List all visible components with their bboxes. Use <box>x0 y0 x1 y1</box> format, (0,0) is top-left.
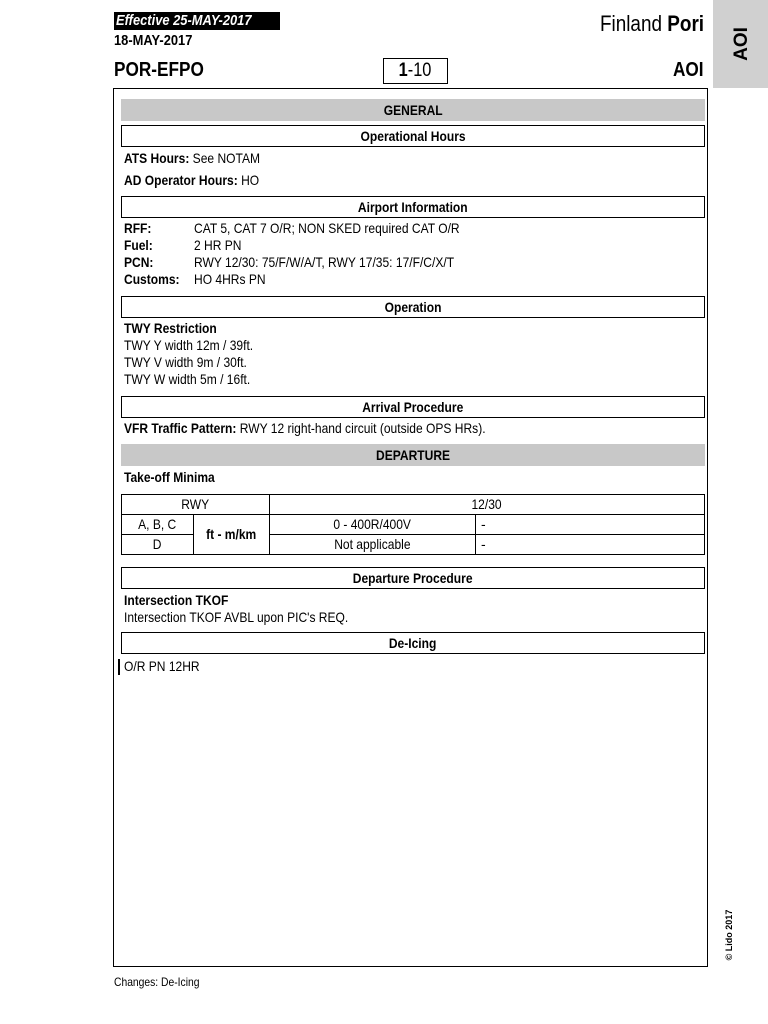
departure-procedure-heading: Departure Procedure <box>121 567 705 589</box>
info-value: CAT 5, CAT 7 O/R; NON SKED required CAT O/R <box>194 220 460 236</box>
info-key: RFF: <box>124 220 152 236</box>
unit-cell: ft - m/km <box>194 515 270 555</box>
minima-value-cell: Not applicable <box>270 535 476 555</box>
table-row <box>122 495 705 515</box>
table-row <box>122 515 705 535</box>
twy-restriction-line: TWY W width 5m / 16ft. <box>124 371 251 387</box>
page-number <box>383 58 448 84</box>
operational-hours-heading: Operational Hours <box>121 125 705 147</box>
section-general-heading: GENERAL <box>121 99 705 121</box>
twy-restriction-line: TWY V width 9m / 30ft. <box>124 354 247 370</box>
vfr-traffic-pattern <box>124 420 544 437</box>
rwy-value-cell: 12/30 <box>270 495 705 515</box>
info-value: 2 HR PN <box>194 237 242 253</box>
change-bar <box>118 659 120 675</box>
de-icing-text: O/R PN 12HR <box>124 658 200 674</box>
ats-hours <box>124 150 282 167</box>
page-number-prefix: 1 <box>399 60 409 81</box>
content-frame <box>113 88 708 967</box>
intersection-tkof-title: Intersection TKOF <box>124 592 229 608</box>
info-key: Fuel: <box>124 237 153 253</box>
ats-hours-label: ATS Hours: <box>124 150 190 166</box>
country: Finland <box>599 11 662 36</box>
takeoff-minima-title: Take-off Minima <box>124 469 215 485</box>
changes-footer: Changes: De-Icing <box>114 975 200 989</box>
de-icing-heading: De-Icing <box>121 632 705 654</box>
intersection-tkof-text: Intersection TKOF AVBL upon PIC's REQ. <box>124 609 349 625</box>
category-cell: D <box>122 535 194 555</box>
page-number-suffix: -10 <box>408 60 432 81</box>
info-value: RWY 12/30: 75/F/W/A/T, RWY 17/35: 17/F/C/X/T <box>194 254 455 270</box>
twy-restriction-title: TWY Restriction <box>124 320 217 336</box>
vfr-value: RWY 12 right-hand circuit (outside OPS HRs). <box>239 420 486 436</box>
effective-date-banner: Effective 25-MAY-2017 <box>114 12 280 30</box>
category-cell: A, B, C <box>122 515 194 535</box>
takeoff-minima-table <box>121 494 705 555</box>
twy-restriction-line: TWY Y width 12m / 39ft. <box>124 337 254 353</box>
section-departure-heading: DEPARTURE <box>121 444 705 466</box>
city: Pori <box>667 11 704 36</box>
copyright-notice: © Lido 2017 <box>724 909 734 961</box>
minima-extra-cell: - <box>476 515 705 535</box>
operation-heading: Operation <box>121 296 705 318</box>
chart-type-label: AOI <box>673 59 704 81</box>
location-title <box>583 10 704 38</box>
arrival-procedure-heading: Arrival Procedure <box>121 396 705 418</box>
airport-information-heading: Airport Information <box>121 196 705 218</box>
ad-operator-hours <box>124 172 281 189</box>
info-key: Customs: <box>124 271 180 287</box>
publication-date: 18-MAY-2017 <box>114 32 193 49</box>
ats-hours-value: See NOTAM <box>192 150 261 166</box>
info-value: HO 4HRs PN <box>194 271 266 287</box>
minima-extra-cell: - <box>476 535 705 555</box>
minima-value-cell: 0 - 400R/400V <box>270 515 476 535</box>
rwy-header-cell: RWY <box>122 495 270 515</box>
airport-identifier: POR-EFPO <box>114 59 204 81</box>
ad-hours-label: AD Operator Hours: <box>124 172 238 188</box>
info-key: PCN: <box>124 254 154 270</box>
side-tab-label: AOI <box>731 27 752 61</box>
ad-hours-value: HO <box>241 172 260 188</box>
vfr-label: VFR Traffic Pattern: <box>124 420 237 436</box>
